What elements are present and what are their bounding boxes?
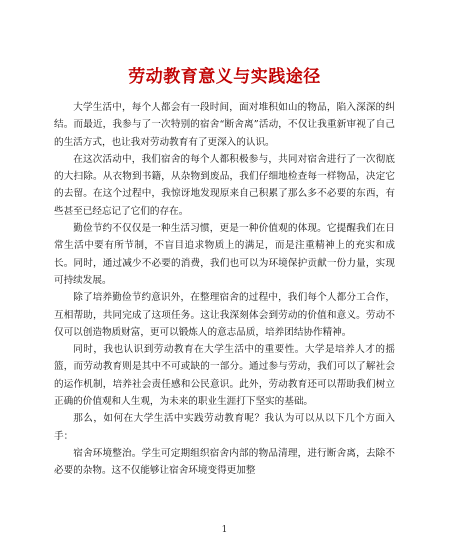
- paragraph-2: 在这次活动中，我们宿舍的每个人都积极参与，共同对宿舍进行了一次彻底的大扫除。从衣物到书籍，从杂物到废品，我们仔细地检查每一样物品，决定它的去留。在这个过程中，我惊讶地发现原来自己积累了那么多不必要的东西，有些甚至已经忘记了它们的存在。: [54, 153, 395, 217]
- paragraph-6: 那么，如何在大学生活中实践劳动教育呢？我认为可以从以下几个方面入手：: [54, 413, 395, 442]
- document-body: [54, 99, 395, 480]
- page-number: 1: [221, 525, 228, 535]
- paragraph-4: 除了培养勤俭节约意识外，在整理宿舍的过程中，我们每个人都分工合作，互相帮助，共同完成了这项任务。这让我深刻体会到劳动的价值和意义。劳动不仅可以创造物质财富，更可以锻炼人的意志品质，培养团结协作精神。: [54, 292, 395, 338]
- paragraph-1: 大学生活中，每个人都会有一段时间，面对堆积如山的物品，陷入深深的纠结。而最近，我参与了一次特别的宿舍“断舍离”活动，不仅让我重新审视了自己的生活方式，也让我对劳动教育有了更深入的认识。: [54, 102, 395, 148]
- document-title: 劳动教育意义与实践途径: [128, 67, 321, 87]
- paragraph-7: 宿舍环境整治。学生可定期组织宿舍内部的物品清理，进行断舍离，去除不必要的杂物。这不仅能够让宿舍环境变得更加整: [54, 447, 395, 477]
- paragraph-5: 同时，我也认识到劳动教育在大学生活中的重要性。大学是培养人才的摇篮，而劳动教育则是其中不可或缺的一部分。通过参与劳动，我们可以了解社会的运作机制，培养社会责任感和公民意识。此外，劳动教育还可以帮助我们树立正确的价值观和人生观，为未来的职业生涯打下坚实的基础。: [54, 344, 395, 408]
- paragraph-3: 勤俭节约不仅仅是一种生活习惯，更是一种价值观的体现。它提醒我们在日常生活中要有所节制，不盲目追求物质上的满足，而是注重精神上的充实和成长。同时，通过减少不必要的消费，我们也可以为环境保护贡献一份力量，实现可持续发展。: [54, 223, 395, 286]
